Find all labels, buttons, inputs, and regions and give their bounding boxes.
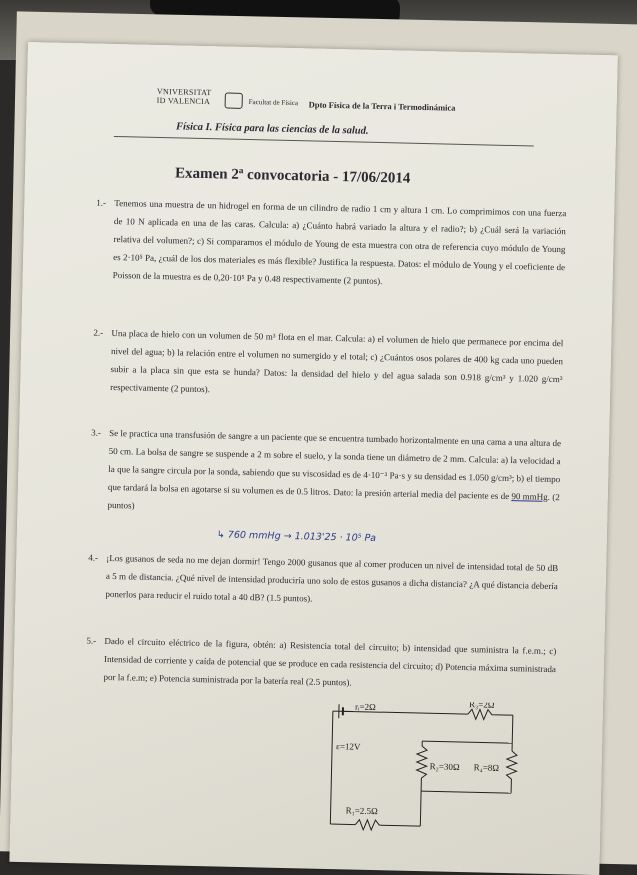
label-r2: R₂=30Ω: [430, 761, 460, 772]
university-seal-icon: [225, 92, 243, 108]
question-text: Tenemos una muestra de un hidrogel en forma de un cilindro de radio 1 cm y altura 1 cm. Lo comprimimos con una fuerza de 10 N aplicada en una de las caras. Calcula: a) ¿Cuánto habrá variado la altura y el radio?; b) ¿Cuál será la variación relativa del volumen?; c) Si comparamos el módulo de Young de esta muestra con otra de referencia cuyo módulo de Young es 2·10⁵ Pa, ¿cuál de los dos materiales es más flexible? Justifica la respuesta. Datos: el módulo de Young y el coeficiente de Poisson de la muestra es de 0,20·10⁵ Pa y 0.48 respectivamente (2 puntos).: [113, 194, 567, 294]
question-text: ¡Los gusanos de seda no me dejan dormir! Tengo 2000 gusanos que al comer producen un nivel de intensidad total de 50 dB a 5 m de distancia. ¿Qué nivel de intensidad produciría uno solo de estos gusanos a dicha distancia? ¿A qué distancia debería ponerlos para reducir el ruido total a 40 dB? (1.5 puntos).: [105, 549, 558, 613]
label-emf: ε=12V: [336, 741, 361, 752]
question-text: Dado el circuito eléctrico de la figura, obtén: a) Resistencia total del circuito; b) intensidad que suministra la f.e.m.; c) Intensidad de corriente y caída de potencial que se produce en cada resistencia del circuito; d) Potencia máxima suministrada por la f.e.m; e) Potencia suministrada por la batería real (2.5 puntos).: [103, 632, 556, 696]
wire-right-top: [512, 715, 513, 743]
question-number: 1.-: [96, 194, 106, 212]
exam-title: Examen 2ª convocatoria - 17/06/2014: [175, 165, 495, 189]
resistor-r2: [416, 746, 427, 791]
resistor-r4: [506, 751, 517, 793]
course-subtitle: Física I. Física para las ciencias de la salud.: [176, 121, 476, 139]
question-number: 4.-: [88, 549, 98, 567]
exam-sheet: [9, 42, 617, 875]
question-number: 5.-: [86, 631, 96, 649]
question-text: Una placa de hielo con un volumen de 50 m³ flota en el mar. Calcula: a) el volumen de hielo que permanece por encima del nivel del agua; b) la relación entre el volumen no sumergido y el total; c) ¿Cuántos osos polares de 400 kg cada uno pueden subir a la placa sin que esta se hunda? Datos: la densidad del hielo y del agua salada son 0.918 g/cm³ y 1.020 g/cm³ respectivamente (2 puntos).: [110, 324, 564, 406]
wire-bottom: [379, 825, 420, 826]
label-r3: R₃=2Ω: [469, 699, 495, 710]
question-4: [87, 549, 558, 614]
question-2: [92, 324, 564, 407]
resistor-r3: [468, 709, 513, 720]
university-header: [136, 86, 557, 124]
question-5: [85, 631, 556, 696]
underlined-pressure: 90 mmHg: [511, 491, 548, 502]
wire-left: [330, 711, 333, 824]
wire-parallel-top: [422, 741, 512, 743]
logo-line-1: VNIVERSITAT: [157, 87, 249, 98]
faculty-name: Facultat de Física: [249, 98, 299, 108]
wire-node-bottom: [420, 791, 421, 826]
label-r1: R₁=2.5Ω: [346, 805, 379, 816]
question-number: 2.-: [93, 324, 103, 342]
logo-line-2: ID VALENCIA: [157, 96, 249, 107]
question-text-end: . (2 puntos): [107, 492, 560, 511]
circuit-diagram: [260, 698, 523, 844]
wire-bottom-left: [330, 824, 355, 825]
question-number: 3.-: [91, 424, 101, 442]
resistor-r1: [355, 820, 379, 831]
question-3: [89, 424, 561, 525]
question-text-main: Se le practica una transfusión de sangre a un paciente que se encuentra tumbado horizontalmente en una cama a una altura de 50 cm. La bolsa de sangre se suspende a 2 m sobre el suelo, y la sonda tiene un diámetro de 2 mm. Calcula: a) la velocidad a la que la sangre circula por la sonda, sabiendo que su viscosidad es de 4·10⁻³ Pa·s y su densidad es 1.050 g/cm³; b) el tiempo que tardará la bolsa en agotarse si su volumen es de 0.5 litros. Dato: la presión arterial media del paciente es de: [108, 428, 561, 501]
label-r4: R₄=8Ω: [474, 762, 500, 773]
handwritten-note: ↳ 760 mmHg → 1.013'25 · 10⁵ Pa: [217, 529, 376, 544]
wire-parallel-bottom: [421, 791, 511, 793]
department-name: Dpto Física de la Terra i Termodinámica: [309, 100, 456, 112]
question-1: [95, 194, 567, 295]
label-r-internal: rᵢ=2Ω: [355, 702, 376, 712]
question-text: [107, 424, 561, 524]
